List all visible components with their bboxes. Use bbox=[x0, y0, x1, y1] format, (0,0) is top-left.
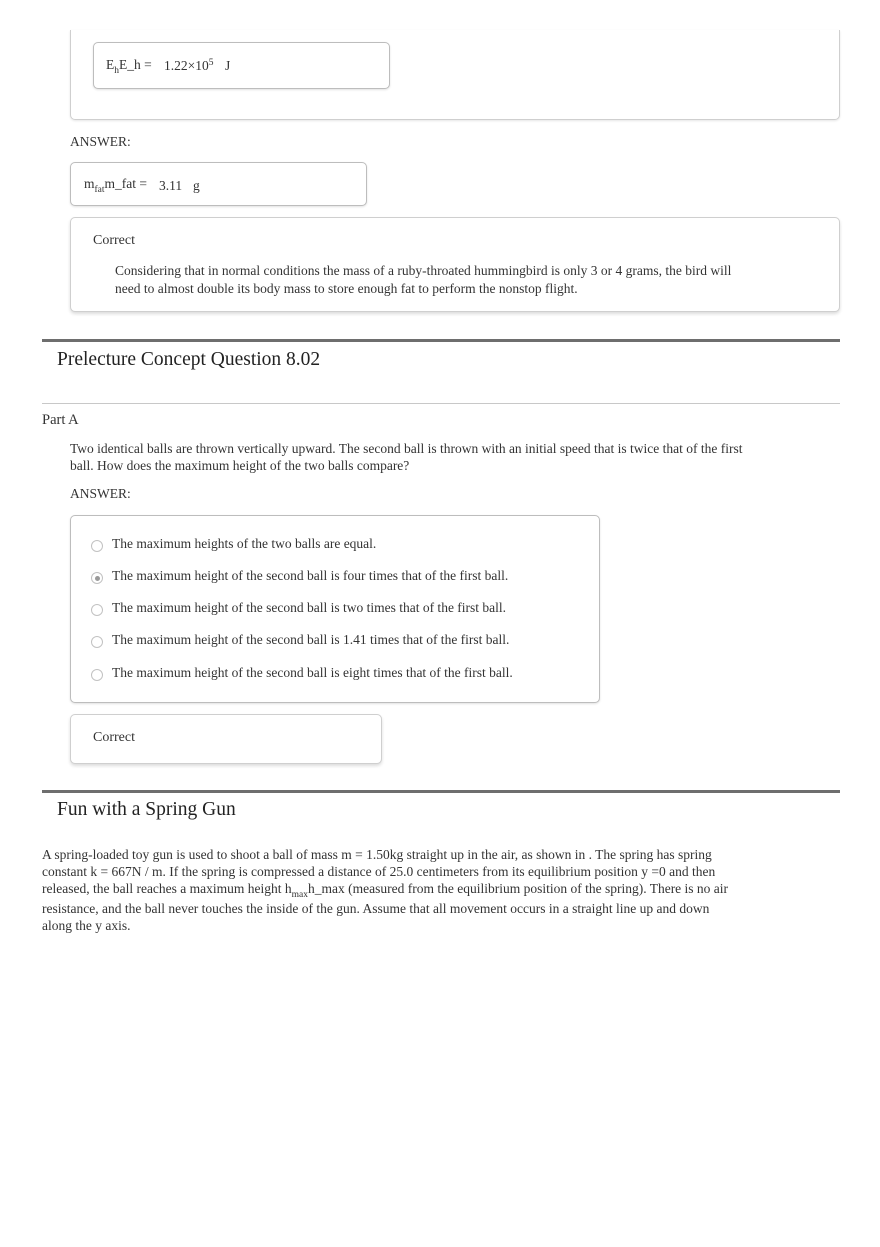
feedback-explanation-line-1: Considering that in normal conditions the mass of a ruby-throated hummingbird is only 3 or 4 grams, the bird will bbox=[115, 263, 732, 278]
feedback-status-1: Correct bbox=[93, 233, 135, 248]
option-2-text[interactable]: The maximum height of the second ball is four times that of the first ball. bbox=[112, 568, 509, 583]
section-underline-2 bbox=[42, 403, 840, 404]
problem-text-line-3: released, the ball reaches a maximum height $h_{max}h\_\max$ (measured from the equilibrium position of the spring). There is no air bbox=[42, 881, 729, 900]
mass-fat-answer-field[interactable] bbox=[70, 162, 367, 206]
part-a-label: Part A bbox=[42, 412, 79, 428]
problem-text-line-5: along the y axis. bbox=[42, 918, 131, 933]
feedback-status-2: Correct bbox=[93, 730, 135, 745]
answer-label-2: ANSWER: bbox=[70, 486, 131, 501]
radio-button-option-3[interactable] bbox=[91, 604, 103, 616]
section-divider-2 bbox=[42, 339, 840, 342]
section-divider-3 bbox=[42, 790, 840, 793]
problem-text-line-1: A spring-loaded toy gun is used to shoot a ball of mass m = 1.50kg straight up in the air, as shown in . The spring has spring bbox=[42, 847, 712, 862]
problem-text-line-4: resistance, and the ball never touches the inside of the gun. Assume that all movement occurs in a straight line up and down bbox=[42, 901, 710, 916]
option-5-text[interactable]: The maximum height of the second ball is eight times that of the first ball. bbox=[112, 665, 513, 680]
feedback-card-2 bbox=[70, 714, 382, 764]
energy-label: $E_hE\_h$ = bbox=[106, 57, 152, 76]
radio-button-option-5[interactable] bbox=[91, 669, 103, 681]
answer-label-1: ANSWER: bbox=[70, 134, 131, 149]
mass-fat-unit: g bbox=[193, 178, 200, 193]
section-title-3: Fun with a Spring Gun bbox=[57, 799, 236, 820]
feedback-card-1 bbox=[70, 217, 840, 312]
multiple-choice-box bbox=[70, 515, 600, 703]
energy-value: $1.22\times 10^5$ bbox=[164, 58, 214, 73]
problem-text-line-2: constant k = 667N / m. If the spring is compressed a distance of 25.0 centimeters from its equilibrium position y =0 and then bbox=[42, 864, 716, 879]
energy-unit: J bbox=[225, 58, 231, 73]
mass-fat-value: 3.11 bbox=[159, 178, 183, 193]
option-4-text[interactable]: The maximum height of the second ball is 1.41 times that of the first ball. bbox=[112, 632, 510, 647]
feedback-explanation-line-2: need to almost double its body mass to store enough fat to perform the nonstop flight. bbox=[115, 281, 578, 296]
section-title-2: Prelecture Concept Question 8.02 bbox=[57, 349, 321, 370]
question-line-2: ball. How does the maximum height of the two balls compare? bbox=[70, 458, 410, 473]
radio-button-option-2-selected[interactable] bbox=[91, 572, 103, 584]
option-1-text[interactable]: The maximum heights of the two balls are equal. bbox=[112, 536, 377, 551]
question-line-1: Two identical balls are thrown vertically upward. The second ball is thrown with an initial speed that is twice that of the first bbox=[70, 441, 743, 456]
mass-fat-label: $m_{fat}m\_fat$ = bbox=[84, 176, 148, 195]
radio-button-option-1[interactable] bbox=[91, 540, 103, 552]
radio-button-option-4[interactable] bbox=[91, 636, 103, 648]
option-3-text[interactable]: The maximum height of the second ball is two times that of the first ball. bbox=[112, 600, 507, 615]
energy-answer-field[interactable] bbox=[93, 42, 390, 89]
